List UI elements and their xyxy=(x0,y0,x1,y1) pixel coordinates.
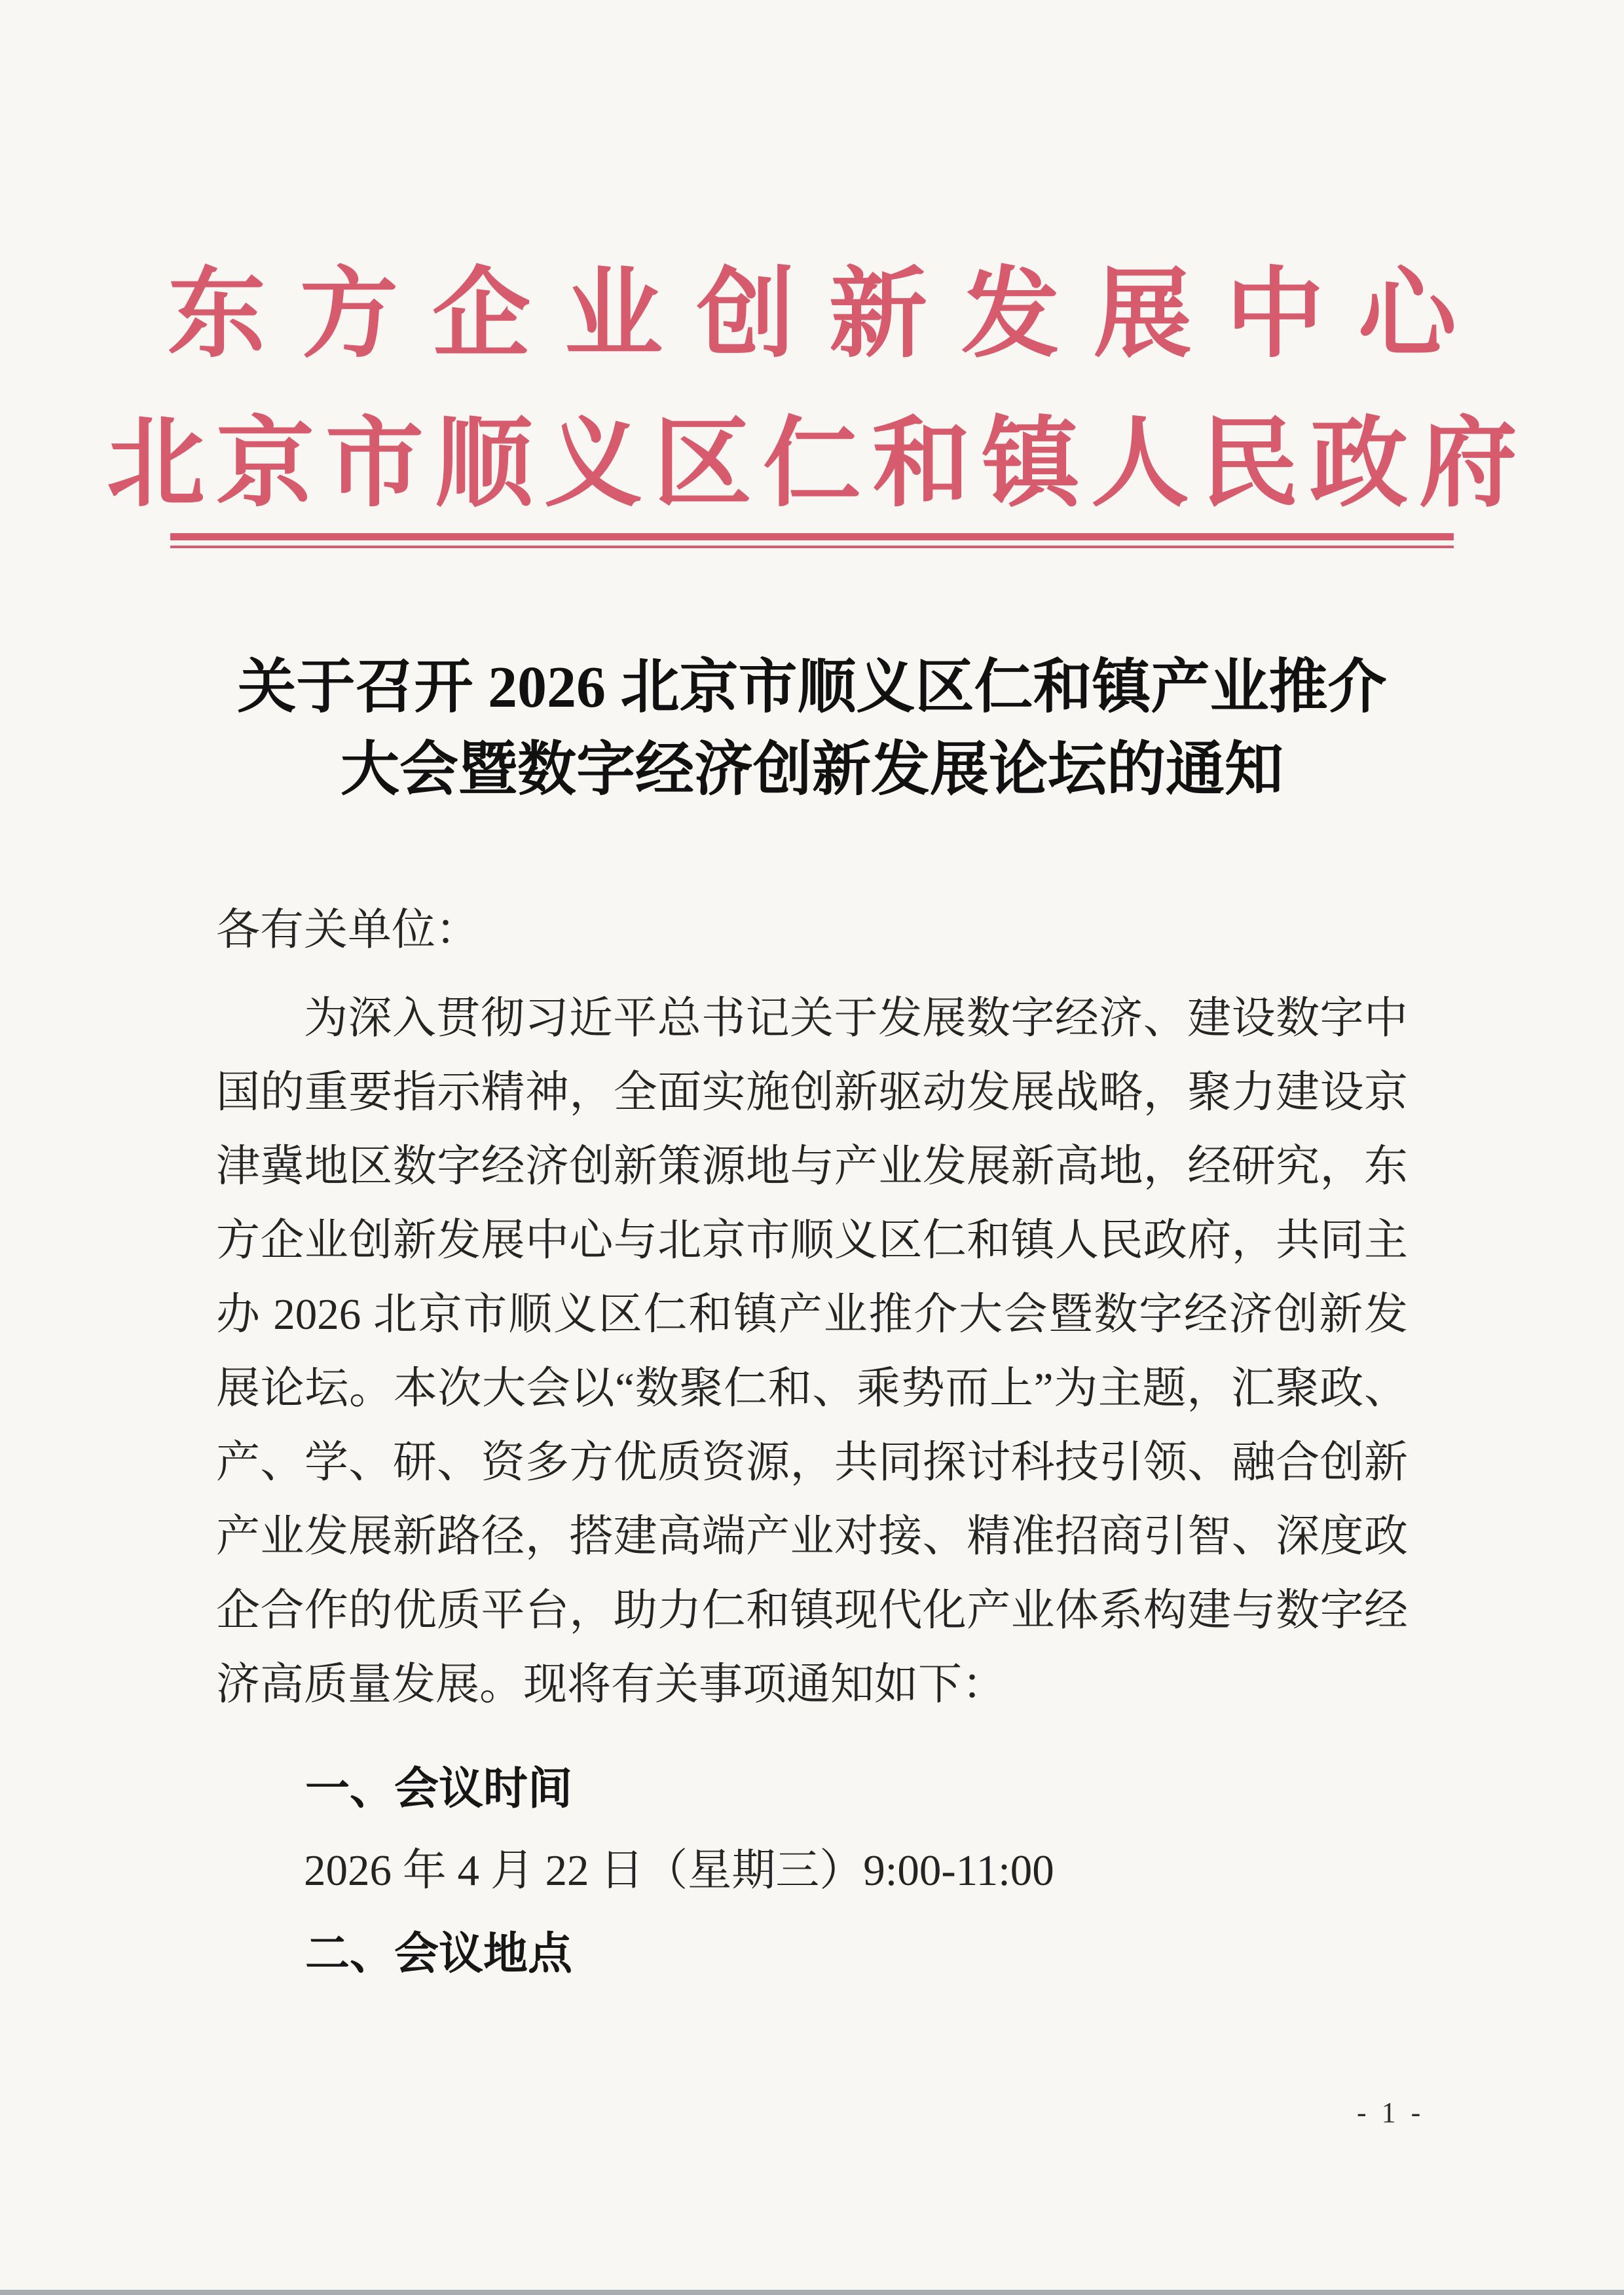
section-1-heading: 一、会议时间 xyxy=(305,1764,573,1814)
section-1-meeting-time: 2026 年 4 月 22 日（星期三）9:00-11:00 xyxy=(304,1846,1054,1895)
notice-title-line-1: 关于召开 2026 北京市顺义区仁和镇产业推介 xyxy=(237,655,1387,720)
salutation: 各有关单位： xyxy=(216,906,479,954)
org-name-line-1: 东方企业创新发展中心 xyxy=(167,261,1490,369)
divider-thick-rule xyxy=(170,533,1454,540)
notice-body xyxy=(216,893,1408,1991)
body-paragraph: 为深入贯彻习近平总书记关于发展数字经济、建设数字中国的重要指示精神，全面实施创新驱动发展战略，聚力建设京津冀地区数字经济创新策源地与产业发展新高地，经研究，东方企业创新发展中心与北京市顺义区仁和镇人民政府，共同主办 2026 北京市顺义区仁和镇产业推介大会暨数字经济创新发展论坛。本次大会以“数聚仁和、乘势而上”为主题，汇聚政、产、学、研、资多方优质资源，共同探讨科技引领、融合创新产业发展新路径，搭建高端产业对接、精准招商引智、深度政企合作的优质平台，助力仁和镇现代化产业体系构建与数字经济高质量发展。现将有关事项通知如下： xyxy=(216,994,1408,1709)
org-name-line-2: 北京市顺义区仁和镇人民政府 xyxy=(106,410,1528,519)
divider-thin-rule xyxy=(170,546,1454,548)
notice-title xyxy=(0,646,1624,812)
scan-bottom-edge xyxy=(0,2290,1624,2295)
page-number: - 1 - xyxy=(1357,2097,1425,2129)
letterhead xyxy=(0,0,1624,548)
letterhead-divider xyxy=(170,533,1454,548)
notice-title-line-2: 大会暨数字经济创新发展论坛的通知 xyxy=(341,737,1283,802)
section-2-heading: 二、会议地点 xyxy=(305,1929,573,1979)
